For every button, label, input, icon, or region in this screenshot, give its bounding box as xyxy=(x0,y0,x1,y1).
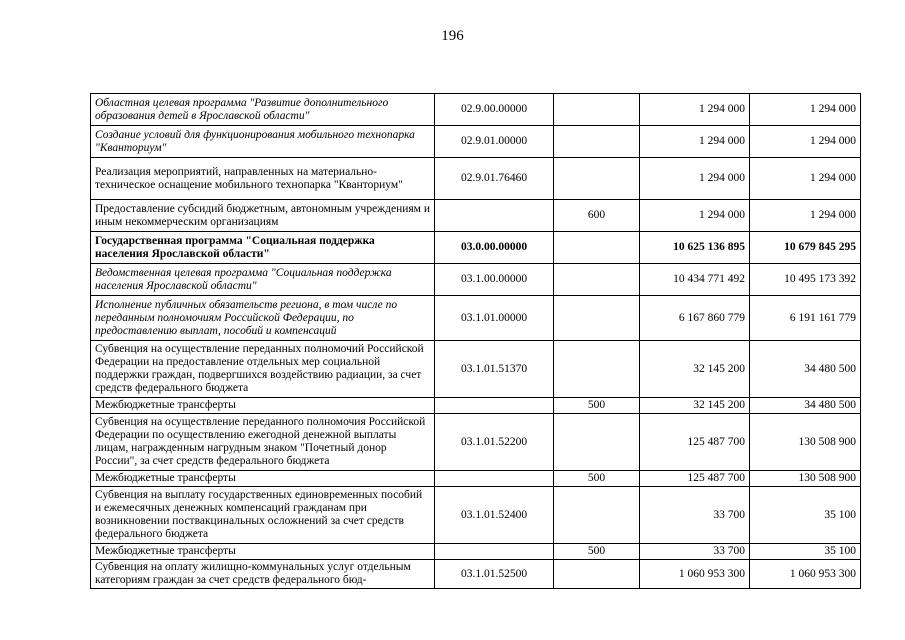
row-amount-year1-cell: 33 700 xyxy=(640,487,750,544)
row-expense-type-cell: 500 xyxy=(554,544,640,560)
budget-table xyxy=(90,93,861,589)
row-code-cell: 03.1.01.51370 xyxy=(435,341,554,398)
row-amount-year2-cell: 10 679 845 295 xyxy=(750,232,861,264)
row-name-cell: Областная целевая программа "Развитие дополнительного образования детей в Ярославской области" xyxy=(91,94,435,126)
table-row xyxy=(91,296,861,341)
row-amount-year1-cell: 6 167 860 779 xyxy=(640,296,750,341)
row-amount-year2-cell: 1 294 000 xyxy=(750,158,861,200)
row-expense-type-cell xyxy=(554,560,640,589)
row-code-cell xyxy=(435,471,554,487)
row-name-cell: Субвенция на осуществление переданных полномочий Российской Федерации на предоставление отдельных мер социальной поддержки граждан, подвергшихся воздействию радиации, за счет средств федерального бюджета xyxy=(91,341,435,398)
table-row xyxy=(91,264,861,296)
row-amount-year2-cell: 1 294 000 xyxy=(750,200,861,232)
row-expense-type-cell xyxy=(554,126,640,158)
row-code-cell: 02.9.01.00000 xyxy=(435,126,554,158)
row-amount-year2-cell: 1 294 000 xyxy=(750,94,861,126)
row-expense-type-cell: 600 xyxy=(554,200,640,232)
row-code-cell: 03.1.01.52500 xyxy=(435,560,554,589)
row-code-cell xyxy=(435,200,554,232)
row-amount-year1-cell: 1 294 000 xyxy=(640,126,750,158)
row-name-cell: Субвенция на выплату государственных единовременных пособий и ежемесячных денежных компенсаций гражданам при возникновении поствакцинальных осложнений за счет средств федерального бюджета xyxy=(91,487,435,544)
table-row xyxy=(91,544,861,560)
row-amount-year2-cell: 34 480 500 xyxy=(750,341,861,398)
table-row xyxy=(91,158,861,200)
row-expense-type-cell xyxy=(554,414,640,471)
row-name-cell: Государственная программа "Социальная поддержка населения Ярославской области" xyxy=(91,232,435,264)
table-row xyxy=(91,398,861,414)
row-amount-year1-cell: 125 487 700 xyxy=(640,414,750,471)
row-name-cell: Субвенция на оплату жилищно-коммунальных услуг отдельным категориям граждан за счет средств федерального бюд- xyxy=(91,560,435,589)
row-expense-type-cell xyxy=(554,232,640,264)
row-expense-type-cell: 500 xyxy=(554,471,640,487)
row-code-cell: 03.0.00.00000 xyxy=(435,232,554,264)
row-name-cell: Субвенция на осуществление переданного полномочия Российской Федерации по осуществлению ежегодной денежной выплаты лицам, награжденным нагрудным знаком "Почетный донор России", за счет средств федерального бюджета xyxy=(91,414,435,471)
table-row xyxy=(91,94,861,126)
table-row xyxy=(91,487,861,544)
row-amount-year2-cell: 34 480 500 xyxy=(750,398,861,414)
row-name-cell: Межбюджетные трансферты xyxy=(91,398,435,414)
row-name-cell: Межбюджетные трансферты xyxy=(91,544,435,560)
table-row xyxy=(91,414,861,471)
table-row xyxy=(91,560,861,589)
row-amount-year1-cell: 1 294 000 xyxy=(640,200,750,232)
row-name-cell: Исполнение публичных обязательств региона, в том числе по переданным полномочиям Российской Федерации, по предоставлению выплат, пособий и компенсаций xyxy=(91,296,435,341)
row-expense-type-cell xyxy=(554,94,640,126)
row-amount-year1-cell: 10 625 136 895 xyxy=(640,232,750,264)
row-amount-year1-cell: 1 294 000 xyxy=(640,158,750,200)
row-name-cell: Создание условий для функционирования мобильного технопарка "Кванториум" xyxy=(91,126,435,158)
row-amount-year1-cell: 32 145 200 xyxy=(640,398,750,414)
row-expense-type-cell xyxy=(554,487,640,544)
row-code-cell: 03.1.01.52200 xyxy=(435,414,554,471)
row-code-cell xyxy=(435,398,554,414)
row-amount-year2-cell: 130 508 900 xyxy=(750,414,861,471)
table-row xyxy=(91,126,861,158)
row-amount-year1-cell: 33 700 xyxy=(640,544,750,560)
row-amount-year1-cell: 1 060 953 300 xyxy=(640,560,750,589)
row-amount-year1-cell: 1 294 000 xyxy=(640,94,750,126)
row-name-cell: Межбюджетные трансферты xyxy=(91,471,435,487)
row-amount-year2-cell: 6 191 161 779 xyxy=(750,296,861,341)
row-code-cell xyxy=(435,544,554,560)
row-amount-year2-cell: 35 100 xyxy=(750,544,861,560)
row-name-cell: Ведомственная целевая программа "Социальная поддержка населения Ярославской области" xyxy=(91,264,435,296)
row-code-cell: 03.1.00.00000 xyxy=(435,264,554,296)
row-amount-year1-cell: 32 145 200 xyxy=(640,341,750,398)
row-amount-year2-cell: 35 100 xyxy=(750,487,861,544)
row-code-cell: 03.1.01.52400 xyxy=(435,487,554,544)
row-name-cell: Предоставление субсидий бюджетным, автономным учреждениям и иным некоммерческим организациям xyxy=(91,200,435,232)
row-amount-year2-cell: 1 294 000 xyxy=(750,126,861,158)
row-expense-type-cell xyxy=(554,296,640,341)
row-amount-year2-cell: 130 508 900 xyxy=(750,471,861,487)
row-amount-year1-cell: 10 434 771 492 xyxy=(640,264,750,296)
row-code-cell: 02.9.00.00000 xyxy=(435,94,554,126)
table-row xyxy=(91,341,861,398)
page-number: 196 xyxy=(441,28,464,44)
row-expense-type-cell xyxy=(554,264,640,296)
row-expense-type-cell xyxy=(554,158,640,200)
row-code-cell: 02.9.01.76460 xyxy=(435,158,554,200)
table-row xyxy=(91,232,861,264)
row-expense-type-cell: 500 xyxy=(554,398,640,414)
row-amount-year2-cell: 1 060 953 300 xyxy=(750,560,861,589)
table-row xyxy=(91,471,861,487)
row-amount-year1-cell: 125 487 700 xyxy=(640,471,750,487)
row-name-cell: Реализация мероприятий, направленных на материально-техническое оснащение мобильного технопарка "Кванториум" xyxy=(91,158,435,200)
table-row xyxy=(91,200,861,232)
row-code-cell: 03.1.01.00000 xyxy=(435,296,554,341)
row-amount-year2-cell: 10 495 173 392 xyxy=(750,264,861,296)
budget-table-body xyxy=(91,94,861,589)
row-expense-type-cell xyxy=(554,341,640,398)
